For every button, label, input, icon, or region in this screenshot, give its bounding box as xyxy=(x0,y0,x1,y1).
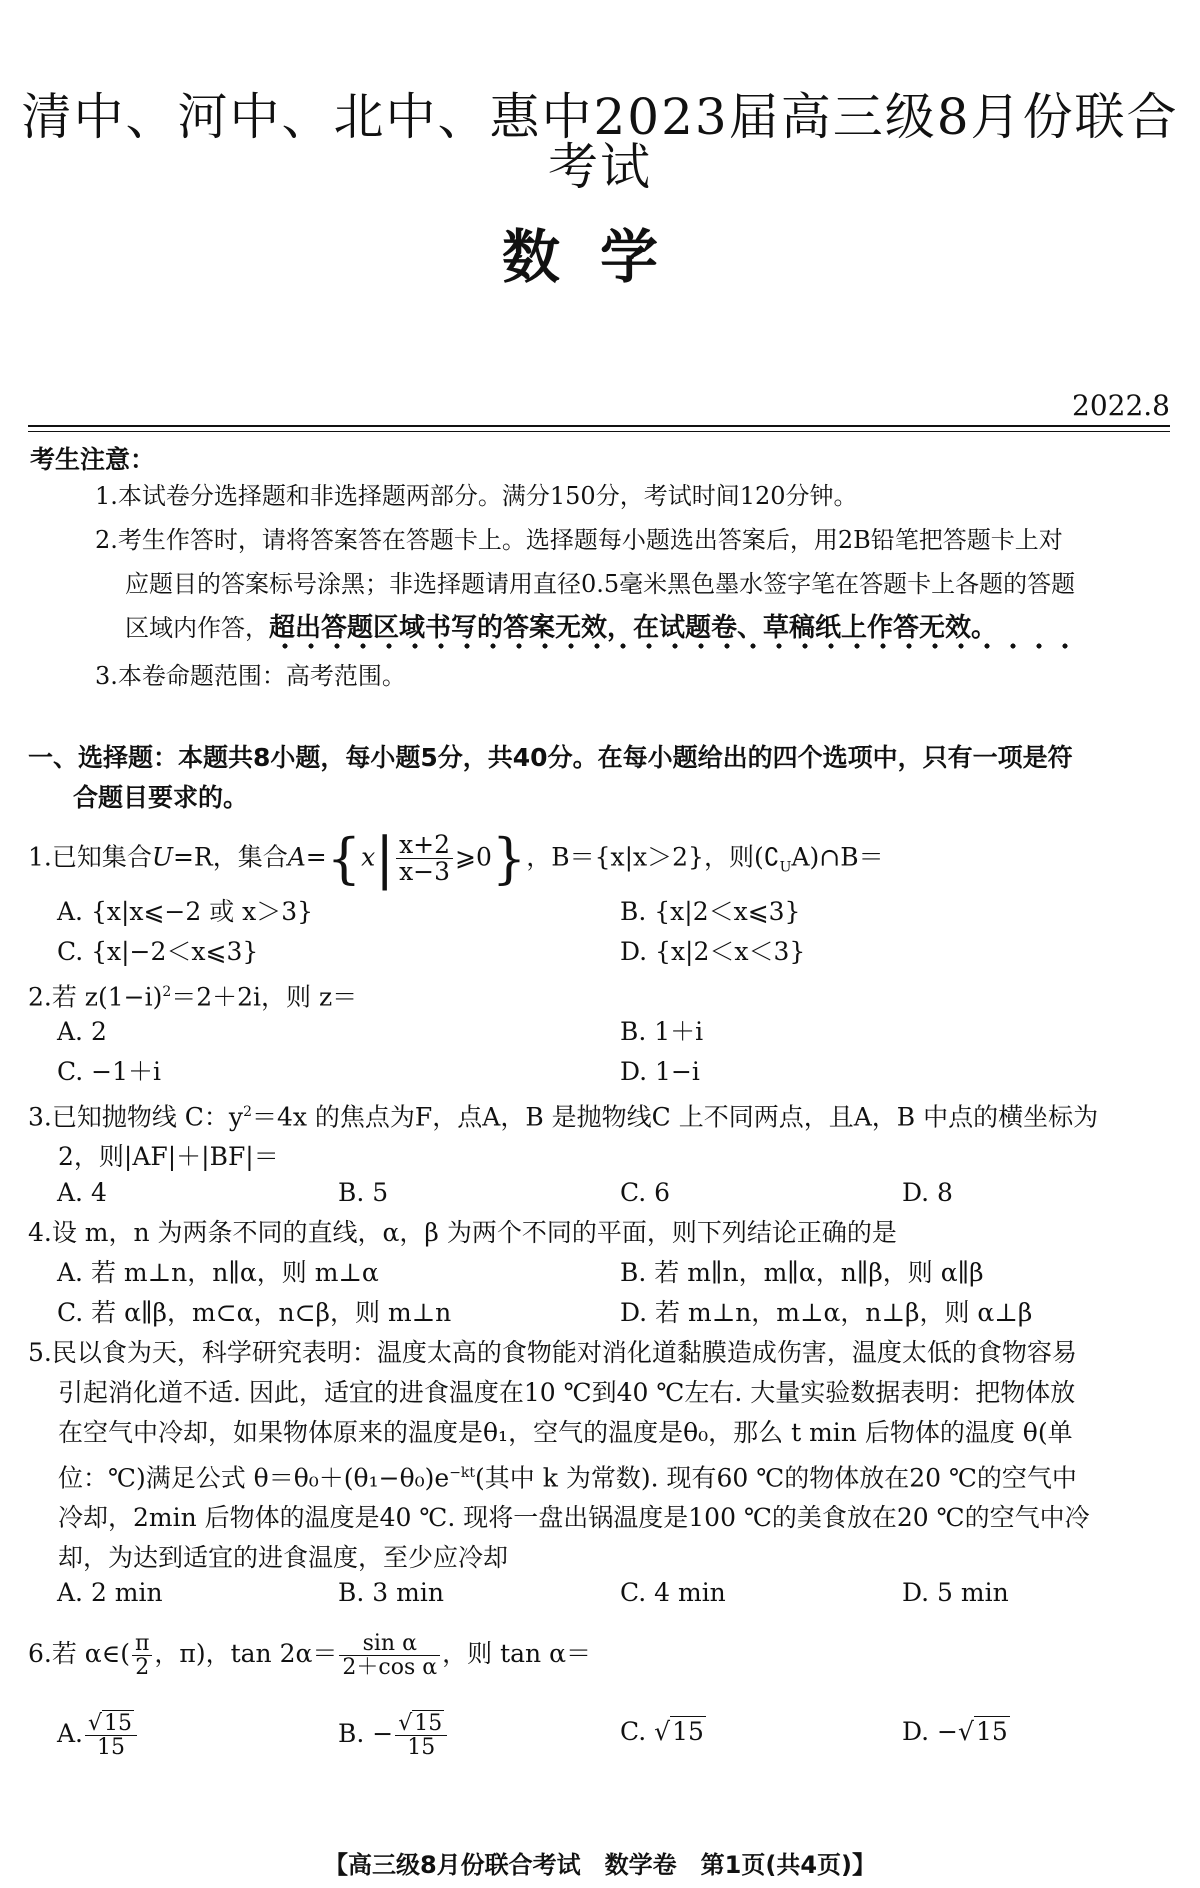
double-rule-bottom xyxy=(28,431,1170,432)
question-2-stem xyxy=(28,972,1178,1017)
q5-line4-a: 位：℃)满足公式 θ＝θ₀＋(θ₁−θ₀)e xyxy=(58,1463,450,1493)
notice-heading: 考生注意： xyxy=(30,445,156,474)
q6-pi-num: π xyxy=(132,1632,152,1656)
q5-line4 xyxy=(28,1453,1178,1498)
q1-option-c: C. {x|−2＜x⩽3} xyxy=(57,937,259,966)
q4-option-a: A. 若 m⊥n，n∥α，则 m⊥α xyxy=(57,1258,379,1287)
q6-stem-a: 6.若 α∈( xyxy=(28,1639,130,1669)
q6-pi-den: 2 xyxy=(135,1655,150,1681)
q6-pi-fraction xyxy=(132,1632,152,1679)
notice-item-2-line1: 2.考生作答时，请将答案答在答题卡上。选择题每小题选出答案后，用2B铅笔把答题卡上对 xyxy=(95,526,1063,554)
q2-stem-b: ＝2＋2i，则 z＝ xyxy=(171,982,358,1012)
q6-a-den: 15 xyxy=(97,1735,126,1761)
q6-a-label: A. xyxy=(57,1719,84,1749)
q6-f-num: sin α xyxy=(339,1632,440,1656)
q6-b-fraction xyxy=(395,1712,447,1759)
page-footer: 【高三级8月份联合考试 数学卷 第1页(共4页)】 xyxy=(323,1851,877,1879)
q1-U: U xyxy=(151,842,173,872)
q6-b-label: B. − xyxy=(338,1719,394,1749)
notice-item-2-line3-start: 区域内作答， xyxy=(125,614,269,642)
q6-stem-c: ，则 tan α＝ xyxy=(442,1639,591,1669)
q6-stem-b: ，π)，tan 2α＝ xyxy=(154,1639,338,1669)
question-3-stem xyxy=(28,1092,1178,1177)
q1-stem-c: A)∩B＝ xyxy=(791,842,884,872)
question-5-stem xyxy=(28,1333,1178,1578)
q3-line2: 2，则|AF|＋|BF|＝ xyxy=(58,1142,279,1172)
q6-option-a xyxy=(57,1712,139,1759)
q3-option-b: B. 5 xyxy=(338,1178,389,1207)
exam-date: 2022.8 xyxy=(1072,389,1170,422)
q5-line5: 冷却，2min 后物体的温度是40 ℃. 现将一盘出锅温度是100 ℃的美食放在20 ℃的空气中冷 xyxy=(58,1503,1090,1533)
q2-option-a: A. 2 xyxy=(57,1017,107,1046)
q2-option-b: B. 1＋i xyxy=(620,1017,704,1046)
q3-stem-a: 3.已知抛物线 C：y xyxy=(28,1102,244,1132)
q4-option-d: D. 若 m⊥n，m⊥α，n⊥β，则 α⊥β xyxy=(620,1298,1033,1327)
q6-b-sqrt: √15 xyxy=(398,1711,443,1736)
notice-emphasis: 超出答题区域书写的答案无效，在试题卷、草稿纸上作答无效。 xyxy=(269,613,998,643)
q1-stem-a: 1.已知集合 xyxy=(28,842,152,872)
q5-option-a: A. 2 min xyxy=(57,1578,163,1607)
q3-stem-b: ＝4x 的焦点为F，点A，B 是抛物线C 上不同两点，且A，B 中点的横坐标为 xyxy=(251,1102,1099,1132)
q6-option-d xyxy=(902,1712,1010,1752)
q2-stem-a: 2.若 z(1−i) xyxy=(28,982,163,1012)
q6-f-den: 2＋cos α xyxy=(342,1655,438,1681)
q5-line4-b: (其中 k 为常数). 现有60 ℃的物体放在20 ℃的空气中 xyxy=(475,1463,1077,1493)
q1-eq-R: =R，集合 xyxy=(172,842,288,872)
q1-divider: | xyxy=(375,825,395,891)
question-4-stem: 4.设 m，n 为两条不同的直线，α，β 为两个不同的平面，则下列结论正确的是 xyxy=(28,1218,897,1247)
exam-title: 清中、河中、北中、惠中2023届高三级8月份联合考试 xyxy=(21,88,1179,196)
double-rule-top xyxy=(28,425,1170,427)
q1-frac-den: x−3 xyxy=(399,857,451,887)
q5-option-c: C. 4 min xyxy=(620,1578,726,1607)
q2-option-d: D. 1−i xyxy=(620,1057,700,1086)
q3-option-c: C. 6 xyxy=(620,1178,671,1207)
q2-option-c: C. −1＋i xyxy=(57,1057,161,1086)
q6-a-fraction xyxy=(85,1712,137,1759)
notice-item-1: 1.本试卷分选择题和非选择题两部分。满分150分，考试时间120分钟。 xyxy=(95,482,858,510)
q5-option-d: D. 5 min xyxy=(902,1578,1009,1607)
q6-c-sqrt: √15 xyxy=(654,1717,704,1746)
q1-frac-num: x+2 xyxy=(396,832,453,859)
q1-option-a: A. {x|x⩽−2 或 x＞3} xyxy=(57,897,314,926)
q6-d-label: D. − xyxy=(902,1717,958,1746)
q1-eq: = xyxy=(305,842,327,872)
q1-geq0: ⩾0 xyxy=(455,842,492,872)
q6-d-radicand: 15 xyxy=(975,1717,1008,1746)
subject-title: 数学 xyxy=(501,223,698,291)
q6-main-fraction xyxy=(339,1632,440,1679)
q6-b-radicand: 15 xyxy=(414,1711,443,1736)
q6-a-radicand: 15 xyxy=(104,1711,133,1736)
q6-option-c xyxy=(620,1712,706,1752)
q3-option-a: A. 4 xyxy=(57,1178,107,1207)
q5-line3: 在空气中冷却，如果物体原来的温度是θ₁，空气的温度是θ₀，那么 t min 后物体的温度 θ(单 xyxy=(58,1418,1073,1447)
q6-b-den: 15 xyxy=(407,1735,436,1761)
q6-a-num xyxy=(85,1712,137,1736)
q4-option-c: C. 若 α∥β，m⊂α，n⊂β，则 m⊥n xyxy=(57,1298,452,1327)
notice-item-2 xyxy=(95,518,1175,650)
q5-line1: 5.民以食为天，科学研究表明：温度太高的食物能对消化道黏膜造成伤害，温度太低的食物容易 xyxy=(28,1338,1077,1367)
q6-a-sqrt: √15 xyxy=(88,1711,133,1736)
q3-line1 xyxy=(28,1092,1178,1137)
q5-option-b: B. 3 min xyxy=(338,1578,444,1607)
q5-line2: 引起消化道不适. 因此，适宜的进食温度在10 ℃到40 ℃左右. 大量实验数据表明：把物体放 xyxy=(58,1378,1076,1407)
q3-sup: 2 xyxy=(243,1104,252,1120)
q6-d-sqrt: √15 xyxy=(958,1717,1008,1746)
q2-sup: 2 xyxy=(162,984,172,1000)
section-heading-line1: 一、选择题：本题共8小题，每小题5分，共40分。在每小题给出的四个选项中，只有一项是符 xyxy=(28,743,1073,772)
emphasis-dots xyxy=(272,643,1072,649)
question-6-stem xyxy=(28,1632,1178,1679)
q5-line4-sup: −kt xyxy=(449,1465,476,1481)
notice-item-3: 3.本卷命题范围：高考范围。 xyxy=(95,662,406,690)
q3-option-d: D. 8 xyxy=(902,1178,953,1207)
q6-c-label: C. xyxy=(620,1717,647,1746)
section-heading xyxy=(28,738,1178,818)
q4-option-b: B. 若 m∥n，m∥α，n∥β，则 α∥β xyxy=(620,1258,984,1287)
notice-item-2-line2: 应题目的答案标号涂黑；非选择题请用直径0.5毫米黑色墨水签字笔在答题卡上各题的答题 xyxy=(125,570,1076,598)
q6-c-radicand: 15 xyxy=(672,1717,704,1746)
q5-line6: 却，为达到适宜的进食温度，至少应冷却 xyxy=(58,1543,509,1573)
q1-stem-b: ，B＝{x|x＞2}，则(∁ xyxy=(526,842,780,872)
q6-option-b xyxy=(338,1712,449,1759)
question-1-stem xyxy=(28,825,1178,891)
q1-fraction xyxy=(396,832,453,886)
q1-x: x xyxy=(361,842,376,872)
q1-rbrace: } xyxy=(491,826,527,890)
q6-b-num xyxy=(395,1712,447,1736)
q1-A: A xyxy=(287,842,306,872)
q1-option-b: B. {x|2＜x⩽3} xyxy=(620,897,801,926)
q1-option-d: D. {x|2＜x＜3} xyxy=(620,937,806,966)
q1-lbrace: { xyxy=(326,826,362,890)
section-heading-line2: 合题目要求的。 xyxy=(73,783,249,812)
q1-sub-U: U xyxy=(779,859,792,876)
